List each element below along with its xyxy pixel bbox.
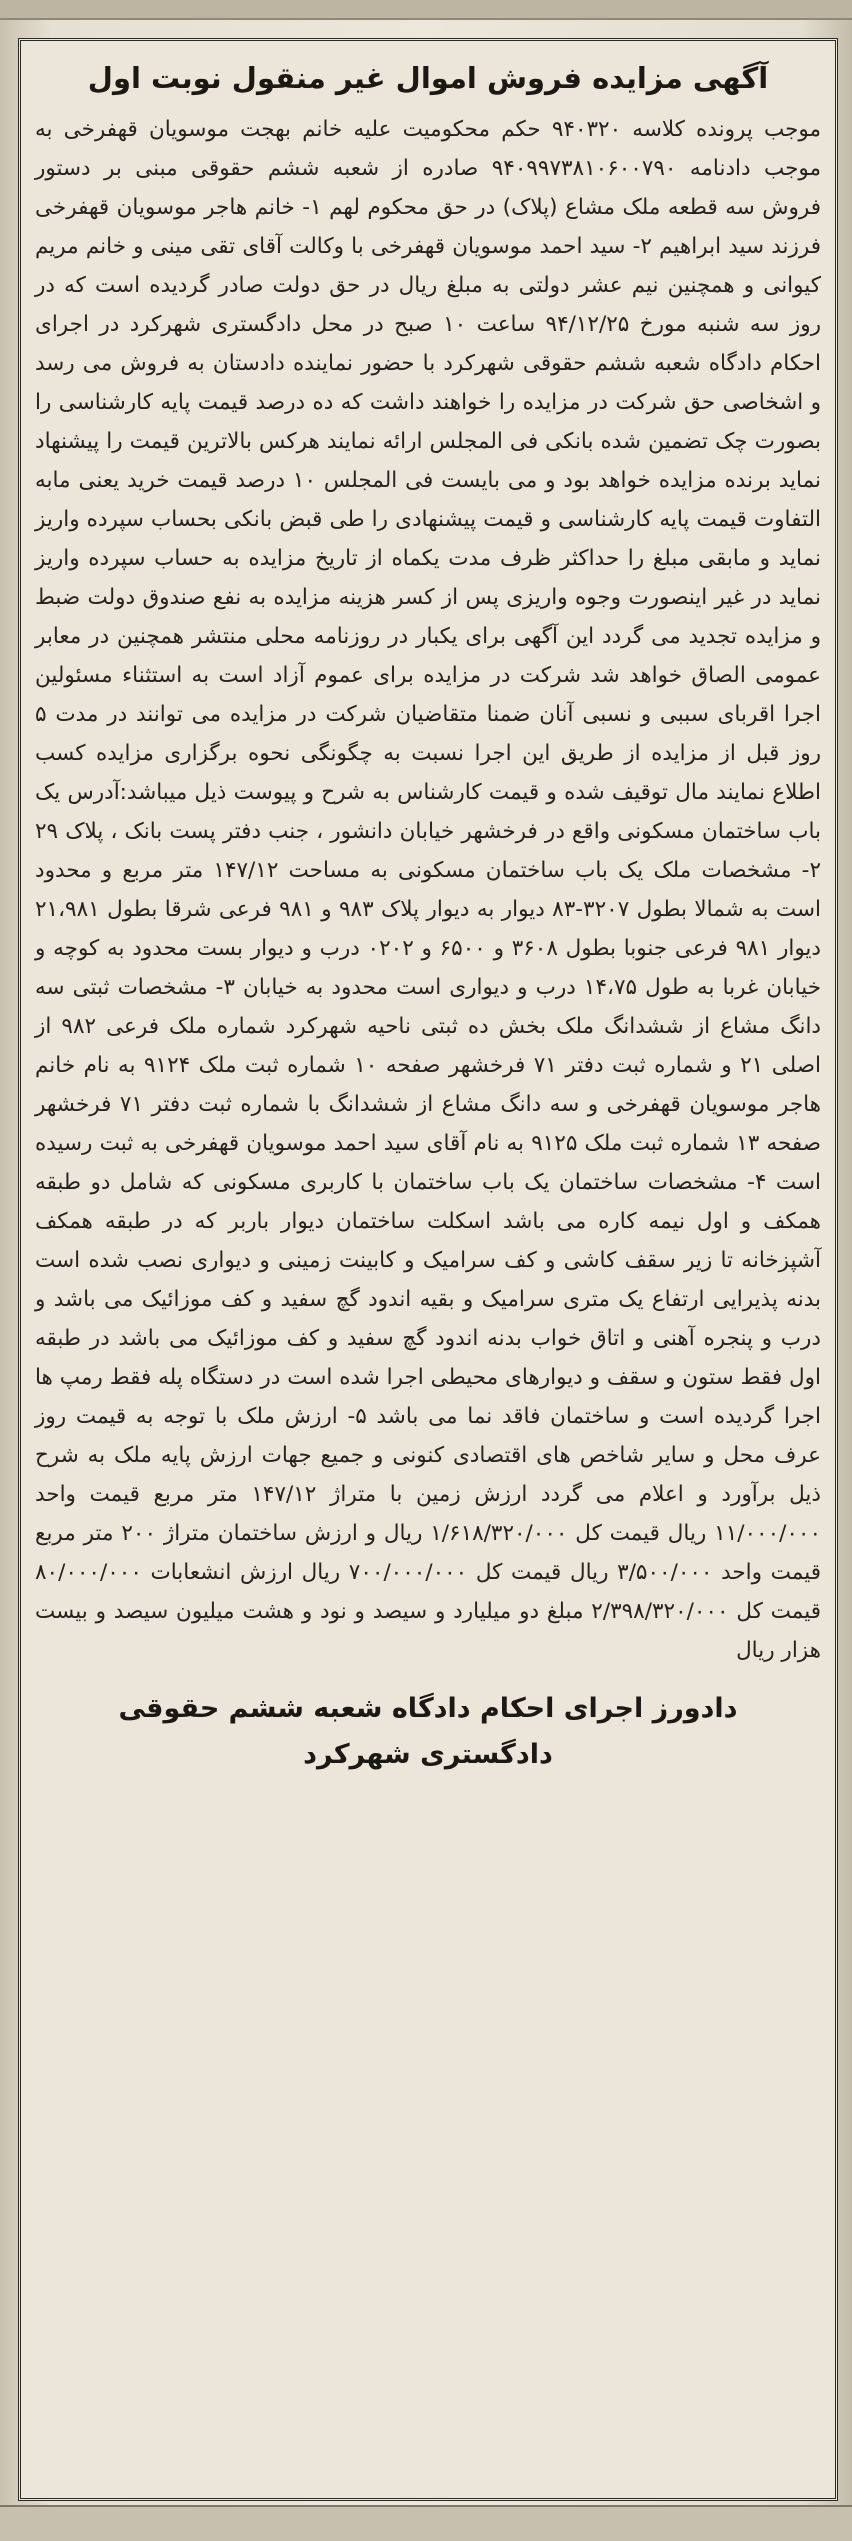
notice-body: موجب پرونده کلاسه ۹۴۰۳۲۰ حکم محکومیت علیه خانم بهجت موسویان قهفرخی به موجب دادنامه ۹۴۰۹۹۷۳۸۱۰۶۰۰۷۹۰ صادره از شعبه ششم حقوقی مبنی بر دستور فروش سه قطعه ملک مشاع (پلاک) در حق محکوم لهم ۱- خانم هاجر موسویان قهفرخی فرزند سید ابراهیم ۲- سید احمد موسویان قهفرخی با وکالت آقای تقی مینی و خانم مریم کیوانی و همچنین نیم عشر دولتی به مبلغ ریال در حق دولت صادر گردیده است که در روز سه شنبه مورخ ۹۴/۱۲/۲۵ ساعت ۱۰ صبح در محل دادگستری شهرکرد در اجرای احکام دادگاه شعبه ششم حقوقی شهرکرد با حضور نماینده دادستان به فروش می رسد و اشخاصی حق شرکت در مزایده را خواهند داشت که ده درصد قیمت پایه کارشناسی را بصورت چک تضمین شده بانکی فی المجلس ارائه نمایند هرکس بالاترین قیمت را پیشنهاد نماید برنده مزایده خواهد بود و می بایست فی المجلس ۱۰ درصد قیمت خرید یعنی مابه التفاوت قیمت پایه کارشناسی و قیمت پیشنهادی را طی قبض بانکی بحساب سپرده واریز نماید و مابقی مبلغ را حداکثر ظرف مدت یکماه از تاریخ مزایده به حساب سپرده واریز نماید در غیر اینصورت وجوه واریزی پس از کسر هزینه مزایده به نفع صندوق دولت ضبط و مزایده تجدید می گردد این آگهی برای یکبار در روزنامه محلی منتشر همچنین در معابر عمومی الصاق خواهد شد شرکت در مزایده برای عموم آزاد است به استثناء مسئولین اجرا اقربای سببی و نسبی آنان ضمنا متقاضیان شرکت در مزایده می توانند در مدت ۵ روز قبل از مزایده از طریق این اجرا نسبت به چگونگی نحوه برگزاری مزایده کسب اطلاع نمایند مال توقیف شده و قیمت کارشناس به شرح و پیوست ذیل میباشد:آدرس یک باب ساختمان مسکونی واقع در فرخشهر خیابان دانشور ، جنب دفتر پست بانک ، پلاک ۲۹ ۲- مشخصات ملک یک باب ساختمان مسکونی به مساحت ۱۴۷/۱۲ متر مربع و محدود است به شمالا بطول ۳۲۰۷-۸۳ دیوار به دیوار پلاک ۹۸۳ و ۹۸۱ فرعی شرقا بطول ۲۱،۹۸۱ دیوار ۹۸۱ فرعی جنوبا بطول ۳۶۰۸ و ۶۵۰۰ و ۰۲۰۲ درب و دیوار بست محدود به کوچه و خیابان غربا به طول ۱۴،۷۵ درب و دیواری است محدود به خیابان ۳- مشخصات ثبتی سه دانگ مشاع از ششدانگ ملک بخش ده ثبتی ناحیه شهرکرد شماره ملک فرعی ۹۸۲ از اصلی ۲۱ و شماره ثبت دفتر ۷۱ فرخشهر صفحه ۱۰ شماره ثبت ملک ۹۱۲۴ به نام خانم هاجر موسویان قهفرخی و سه دانگ مشاع از ششدانگ با شماره ثبت دفتر ۷۱ فرخشهر صفحه ۱۳ شماره ثبت ملک ۹۱۲۵ به نام آقای سید احمد موسویان قهفرخی به ثبت رسیده است ۴- مشخصات ساختمان یک باب ساختمان با کاربری مسکونی که شامل دو طبقه همکف و اول نیمه کاره می باشد اسکلت ساختمان دیوار باربر که در طبقه همکف آشپزخانه تا زیر سقف کاشی و کف سرامیک و کابینت زمینی و دیواری نصب شده است بدنه پذیرایی ارتفاع یک متری سرامیک و بقیه اندود گچ سفید و کف موزائیک می باشد و درب و پنجره آهنی و اتاق خواب بدنه اندود گچ سفید و کف موزائیک می باشد در طبقه اول فقط ستون و سقف و دیوارهای محیطی اجرا شده است در دستگاه پله فقط رمپ ها اجرا گردیده است و ساختمان فاقد نما می باشد ۵- ارزش ملک با توجه به قیمت روز عرف محل و سایر شاخص های اقتصادی کنونی و جمیع جهات ارزش پایه ملک به شرح ذیل برآورد و اعلام می گردد ارزش زمین با متراژ ۱۴۷/۱۲ متر مربع قیمت واحد ۱۱/۰۰۰/۰۰۰ ریال قیمت کل ۱/۶۱۸/۳۲۰/۰۰۰ ریال و ارزش ساختمان متراژ ۲۰۰ متر مربع قیمت واحد ۳/۵۰۰/۰۰۰ ریال قیمت کل ۷۰۰/۰۰۰/۰۰۰ ریال ارزش انشعابات ۸۰/۰۰۰/۰۰۰ قیمت کل ۲/۳۹۸/۳۲۰/۰۰۰ مبلغ دو میلیارد و سیصد و نود و هشت میلیون سیصد و بیست هزار ریال <box>35 116 822 1663</box>
clipped-top-edge <box>0 0 852 20</box>
signature-line-2: دادگستری شهرکرد <box>303 1738 553 1770</box>
notice-signature <box>35 1686 821 1778</box>
notice-title: آگهی مزایده فروش اموال غیر منقول نوبت اول <box>87 61 769 95</box>
auction-notice-box <box>18 38 838 2501</box>
clipped-bottom-edge <box>0 2505 852 2541</box>
signature-line-1: دادورز اجرای احکام دادگاه شعبه ششم حقوقی <box>118 1692 738 1724</box>
